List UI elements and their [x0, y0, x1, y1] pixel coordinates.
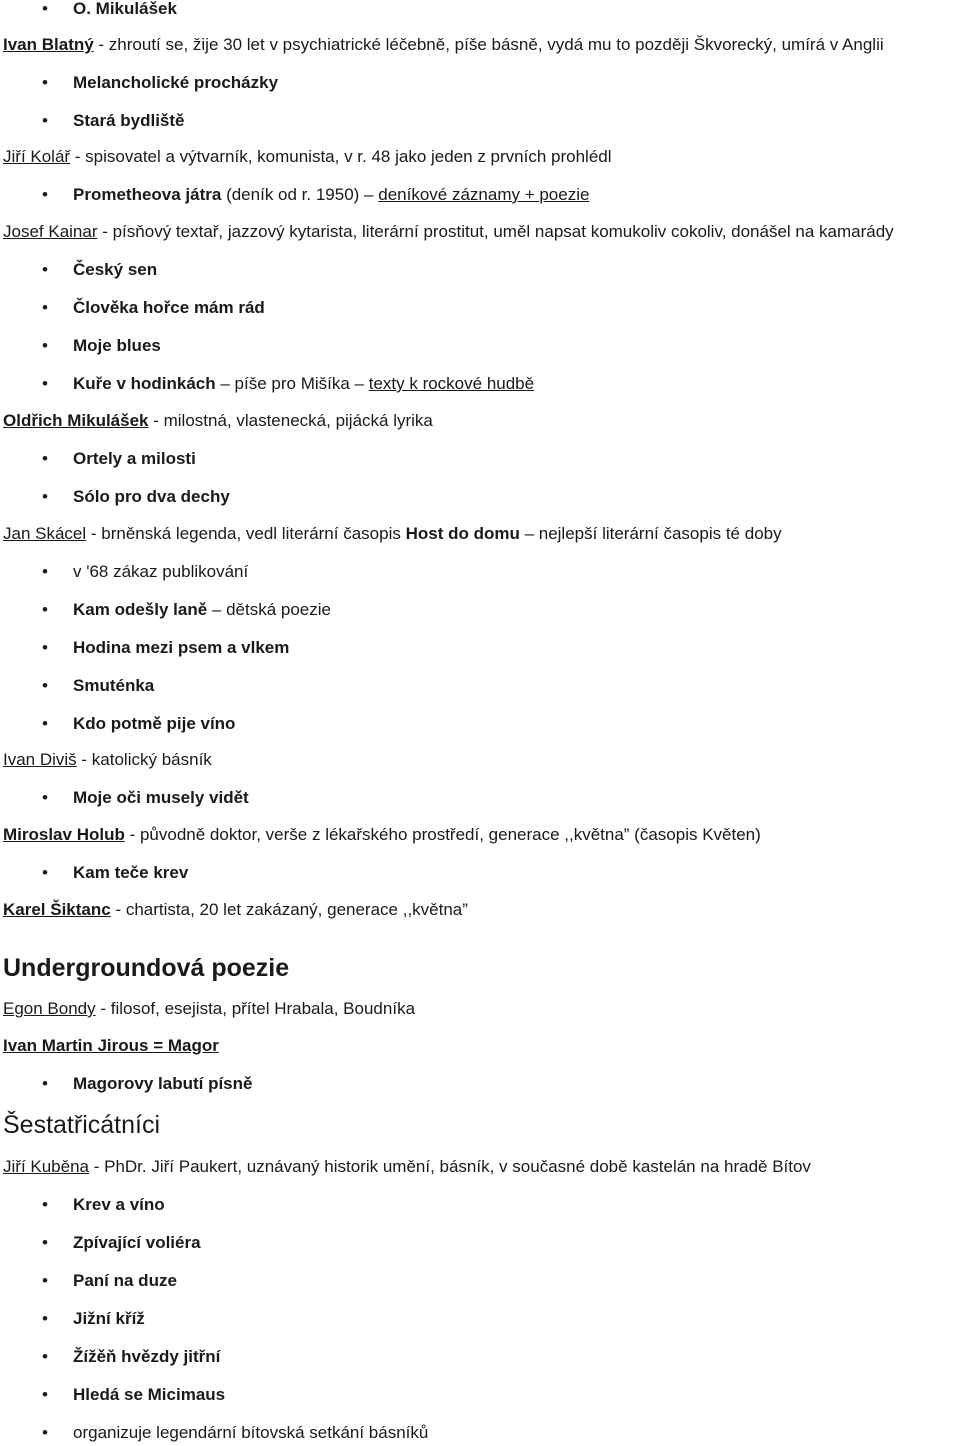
- underlined-name: Jiří Kuběna: [3, 1157, 89, 1176]
- underlined-name: Oldřich Mikulášek: [3, 411, 149, 430]
- bold-text: Melancholické procházky: [73, 73, 279, 92]
- bullet-dot-icon: •: [42, 336, 48, 355]
- text-run: - PhDr. Jiří Paukert, uznávaný historik umění, básník, v současné době kastelán na hradě Bítov: [89, 1157, 811, 1176]
- bullet-dot-icon: •: [42, 298, 48, 317]
- bullet-dot-icon: •: [42, 1423, 48, 1442]
- underlined-name: Ivan Martin Jirous = Magor: [3, 1036, 219, 1055]
- bold-text: Smuténka: [73, 676, 155, 695]
- section-heading: [3, 1110, 160, 1140]
- bullet-text: [73, 448, 196, 470]
- bullet-text: [73, 1073, 252, 1095]
- underlined-name: Ivan Diviš: [3, 750, 77, 769]
- bold-text: Stará bydliště: [73, 111, 185, 130]
- bullet-dot-icon: •: [42, 111, 48, 130]
- bullet-text: [73, 1384, 225, 1406]
- underlined-name: Miroslav Holub: [3, 825, 125, 844]
- text-run: - chartista, 20 let zakázaný, generace ,,května”: [110, 900, 468, 919]
- author-paragraph: [3, 899, 468, 921]
- bullet-dot-icon: •: [42, 487, 48, 506]
- bullet-dot-icon: •: [42, 1347, 48, 1366]
- bold-text: Kam odešly laně: [73, 600, 208, 619]
- bullet-dot-icon: •: [42, 1385, 48, 1404]
- underlined-name: Karel Šiktanc: [3, 900, 111, 919]
- bold-text: Host do domu: [405, 524, 520, 543]
- bold-text: Jižní kříž: [73, 1309, 145, 1328]
- text-run: - písňový textař, jazzový kytarista, literární prostitut, uměl napsat komukoliv cokoliv, donášel na kamarády: [97, 222, 894, 241]
- author-paragraph: [3, 146, 612, 168]
- bullet-dot-icon: •: [42, 1195, 48, 1214]
- bullet-text: [73, 297, 265, 319]
- bullet-text: [73, 637, 289, 659]
- bold-text: Moje blues: [73, 336, 161, 355]
- bullet-text: [73, 486, 230, 508]
- bold-text: Hledá se Micimaus: [73, 1385, 226, 1404]
- text-run: - brněnská legenda, vedl literární časopis: [86, 524, 406, 543]
- text-run: – píše pro Mišíka –: [215, 374, 369, 393]
- bullet-dot-icon: •: [42, 0, 48, 18]
- bold-text: Ortely a milosti: [73, 449, 196, 468]
- bold-text: Moje oči musely vidět: [73, 788, 249, 807]
- bold-text: Undergroundová poezie: [3, 954, 290, 982]
- bullet-text: [73, 1346, 220, 1368]
- bullet-dot-icon: •: [42, 1074, 48, 1093]
- bold-text: Paní na duze: [73, 1271, 177, 1290]
- bold-text: Krev a víno: [73, 1195, 165, 1214]
- bullet-text: [73, 1194, 165, 1216]
- bold-text: Hodina mezi psem a vlkem: [73, 638, 290, 657]
- bullet-dot-icon: •: [42, 714, 48, 733]
- bullet-text: [73, 373, 534, 395]
- text-run: – nejlepší literární časopis té doby: [519, 524, 782, 543]
- bold-text: Kam teče krev: [73, 863, 189, 882]
- bold-text: Sólo pro dva dechy: [73, 487, 230, 506]
- bold-text: Zpívající voliéra: [73, 1233, 201, 1252]
- author-paragraph: [3, 749, 212, 771]
- bullet-text: [73, 1270, 177, 1292]
- underlined-name: deníkové záznamy + poezie: [378, 185, 590, 204]
- bullet-dot-icon: •: [42, 260, 48, 279]
- underlined-name: Ivan Blatný: [3, 35, 94, 54]
- text-run: – dětská poezie: [207, 600, 331, 619]
- text-run: - zhroutí se, žije 30 let v psychiatrické léčebně, píše básně, vydá mu to později Škvorecký, umírá v Anglii: [93, 35, 884, 54]
- author-paragraph: [3, 824, 761, 846]
- text-run: - původně doktor, verše z lékařského prostředí, generace ,,května” (časopis Květen): [124, 825, 761, 844]
- bullet-text: [73, 1232, 201, 1254]
- text-run: (deník od r. 1950) –: [221, 185, 379, 204]
- bullet-dot-icon: •: [42, 185, 48, 204]
- text-run: organizuje legendární bítovská setkání básníků: [73, 1423, 429, 1442]
- underlined-name: Egon Bondy: [3, 999, 96, 1018]
- underlined-name: Jan Skácel: [3, 524, 87, 543]
- author-paragraph: [3, 34, 884, 56]
- text-run: - filosof, esejista, přítel Hrabala, Boudníka: [95, 999, 416, 1018]
- bullet-dot-icon: •: [42, 863, 48, 882]
- bullet-text: [73, 259, 157, 281]
- text-run: v '68 zákaz publikování: [73, 562, 249, 581]
- bullet-dot-icon: •: [42, 449, 48, 468]
- section-heading: [3, 953, 289, 983]
- underlined-name: Josef Kainar: [3, 222, 98, 241]
- bold-text: Magorovy labutí písně: [73, 1074, 253, 1093]
- bullet-dot-icon: •: [42, 374, 48, 393]
- bold-text: Žížěň hvězdy jitřní: [73, 1347, 221, 1366]
- text-run: - spisovatel a výtvarník, komunista, v r. 48 jako jeden z prvních prohlédl: [70, 147, 612, 166]
- bullet-text: [73, 110, 185, 132]
- author-paragraph: [3, 998, 415, 1020]
- bullet-text: [73, 1422, 428, 1444]
- bullet-text: [73, 599, 331, 621]
- bullet-dot-icon: •: [42, 1233, 48, 1252]
- bullet-text: [73, 0, 177, 20]
- bold-text: Kdo potmě pije víno: [73, 714, 236, 733]
- bullet-text: [73, 862, 188, 884]
- bullet-text: [73, 335, 161, 357]
- bold-text: Český sen: [73, 260, 158, 279]
- author-paragraph: [3, 523, 782, 545]
- bold-text: Prometheova játra: [73, 185, 222, 204]
- bullet-text: [73, 787, 249, 809]
- bullet-dot-icon: •: [42, 73, 48, 92]
- author-paragraph: [3, 410, 433, 432]
- bullet-text: [73, 1308, 145, 1330]
- bullet-text: [73, 561, 248, 583]
- bold-text: Člověka hořce mám rád: [73, 298, 265, 317]
- bold-text: O. Mikulášek: [73, 0, 177, 18]
- text-run: - katolický básník: [76, 750, 212, 769]
- author-paragraph: [3, 1035, 219, 1057]
- bullet-text: [73, 72, 278, 94]
- bullet-dot-icon: •: [42, 638, 48, 657]
- underlined-name: Jiří Kolář: [3, 147, 71, 166]
- bullet-dot-icon: •: [42, 1271, 48, 1290]
- text-run: - milostná, vlastenecká, pijácká lyrika: [148, 411, 433, 430]
- bullet-dot-icon: •: [42, 788, 48, 807]
- author-paragraph: [3, 221, 894, 243]
- author-paragraph: [3, 1156, 811, 1178]
- bullet-dot-icon: •: [42, 600, 48, 619]
- bullet-text: [73, 675, 154, 697]
- text-run: Šestatřicátníci: [3, 1111, 161, 1139]
- bold-text: Kuře v hodinkách: [73, 374, 216, 393]
- bullet-dot-icon: •: [42, 676, 48, 695]
- bullet-text: [73, 713, 235, 735]
- underlined-name: texty k rockové hudbě: [368, 374, 535, 393]
- bullet-text: [73, 184, 589, 206]
- bullet-dot-icon: •: [42, 1309, 48, 1328]
- bullet-dot-icon: •: [42, 562, 48, 581]
